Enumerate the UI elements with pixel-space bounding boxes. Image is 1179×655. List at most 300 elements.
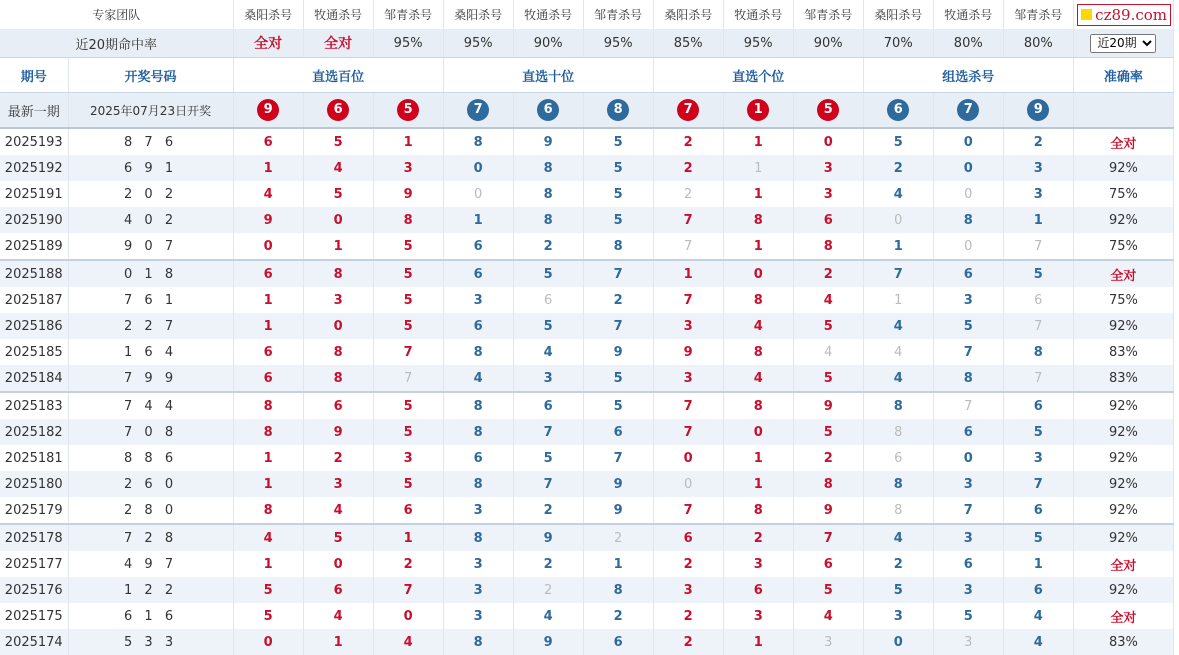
kill-number: 3 (933, 524, 1003, 551)
kill-number: 8 (723, 497, 793, 524)
expert-name: 邹青杀号 (793, 0, 863, 29)
period-number: 2025189 (0, 233, 68, 260)
kill-number: 5 (583, 392, 653, 419)
kill-number: 1 (723, 471, 793, 497)
kill-number: 2 (513, 577, 583, 603)
latest-draw-date: 2025年07月23日开奖 (68, 93, 233, 129)
kill-number: 8 (373, 207, 443, 233)
kill-number: 5 (583, 155, 653, 181)
kill-number: 4 (793, 603, 863, 629)
expert-name: 邹青杀号 (373, 0, 443, 29)
kill-number: 3 (653, 365, 723, 392)
accuracy-value: 92% (1073, 524, 1173, 551)
draw-number: 2 6 0 (68, 471, 233, 497)
draw-number: 2 0 2 (68, 181, 233, 207)
kill-number: 0 (723, 260, 793, 287)
latest-ball-cell (653, 93, 723, 129)
kill-number: 8 (513, 207, 583, 233)
kill-number: 2 (1003, 128, 1073, 155)
col-ge-header: 直选个位 (653, 58, 863, 93)
table-row (0, 365, 1174, 392)
accuracy-value: 92% (1073, 419, 1173, 445)
kill-number: 0 (443, 181, 513, 207)
accuracy-value: 92% (1073, 207, 1173, 233)
kill-number: 3 (1003, 445, 1073, 471)
kill-number: 0 (303, 551, 373, 577)
kill-number: 1 (723, 155, 793, 181)
kill-number: 0 (653, 471, 723, 497)
table-row (0, 419, 1174, 445)
kill-number: 8 (793, 233, 863, 260)
kill-number: 1 (863, 233, 933, 260)
accuracy-value: 92% (1073, 577, 1173, 603)
hit-rate-value: 95% (583, 29, 653, 58)
kill-number: 7 (653, 233, 723, 260)
kill-number: 7 (653, 287, 723, 313)
kill-number: 2 (793, 445, 863, 471)
kill-number: 9 (513, 629, 583, 655)
kill-number: 1 (653, 260, 723, 287)
kill-number: 7 (583, 313, 653, 339)
draw-number: 2 8 0 (68, 497, 233, 524)
kill-number: 6 (793, 207, 863, 233)
draw-number: 7 6 1 (68, 287, 233, 313)
period-select-cell (1073, 29, 1173, 58)
kill-number: 3 (373, 445, 443, 471)
kill-number: 8 (233, 392, 303, 419)
kill-number: 9 (513, 128, 583, 155)
kill-number: 8 (443, 128, 513, 155)
kill-number: 4 (1003, 629, 1073, 655)
kill-number: 0 (443, 155, 513, 181)
table-row (0, 287, 1174, 313)
table-row (0, 603, 1174, 629)
draw-number: 8 7 6 (68, 128, 233, 155)
prediction-ball: 7 (957, 99, 979, 121)
table-row (0, 471, 1174, 497)
kill-number: 8 (863, 419, 933, 445)
kill-number: 7 (373, 339, 443, 365)
kill-number: 3 (933, 629, 1003, 655)
kill-number: 5 (373, 392, 443, 419)
kill-number: 4 (233, 181, 303, 207)
table-row (0, 551, 1174, 577)
expert-name: 邹青杀号 (583, 0, 653, 29)
hit-rate-row (0, 29, 1174, 58)
kill-number: 5 (933, 313, 1003, 339)
kill-number: 5 (373, 233, 443, 260)
draw-number: 8 8 6 (68, 445, 233, 471)
accuracy-value: 83% (1073, 365, 1173, 392)
accuracy-value: 92% (1073, 445, 1173, 471)
kill-number: 6 (653, 524, 723, 551)
period-number: 2025192 (0, 155, 68, 181)
latest-ball-cell (933, 93, 1003, 129)
accuracy-value: 83% (1073, 629, 1173, 655)
latest-ball-cell (1003, 93, 1073, 129)
kill-number: 4 (513, 339, 583, 365)
accuracy-value: 75% (1073, 233, 1173, 260)
kill-number: 3 (793, 181, 863, 207)
accuracy-value: 92% (1073, 471, 1173, 497)
latest-label: 最新一期 (0, 93, 68, 129)
draw-number: 0 1 8 (68, 260, 233, 287)
kill-number: 0 (653, 445, 723, 471)
table-row (0, 445, 1174, 471)
kill-number: 4 (303, 603, 373, 629)
kill-number: 3 (443, 287, 513, 313)
draw-number: 7 4 4 (68, 392, 233, 419)
kill-number: 2 (653, 128, 723, 155)
kill-number: 9 (303, 419, 373, 445)
kill-number: 2 (653, 155, 723, 181)
kill-number: 1 (723, 445, 793, 471)
kill-number: 3 (443, 603, 513, 629)
kill-number: 8 (443, 524, 513, 551)
accuracy-value: 全对 (1073, 128, 1173, 155)
col-accuracy-header: 准确率 (1073, 58, 1173, 93)
kill-number: 3 (933, 471, 1003, 497)
expert-team-label: 专家团队 (0, 0, 233, 29)
latest-row (0, 93, 1174, 129)
kill-number: 0 (933, 445, 1003, 471)
kill-number: 9 (513, 524, 583, 551)
period-number: 2025187 (0, 287, 68, 313)
kill-number: 1 (723, 128, 793, 155)
kill-number: 6 (933, 419, 1003, 445)
kill-number: 2 (793, 260, 863, 287)
kill-number: 6 (723, 577, 793, 603)
kill-number: 5 (373, 419, 443, 445)
kill-number: 8 (1003, 339, 1073, 365)
kill-number: 0 (303, 313, 373, 339)
kill-number: 1 (1003, 551, 1073, 577)
kill-number: 6 (1003, 392, 1073, 419)
kill-number: 5 (303, 128, 373, 155)
kill-number: 4 (863, 181, 933, 207)
kill-number: 9 (583, 471, 653, 497)
col-bai-header: 直选百位 (233, 58, 443, 93)
kill-number: 0 (933, 155, 1003, 181)
kill-number: 0 (933, 181, 1003, 207)
period-number: 2025191 (0, 181, 68, 207)
kill-number: 3 (443, 497, 513, 524)
kill-number: 1 (1003, 207, 1073, 233)
kill-number: 3 (653, 313, 723, 339)
kill-number: 5 (303, 524, 373, 551)
kill-number: 4 (303, 497, 373, 524)
kill-number: 3 (303, 287, 373, 313)
kill-number: 1 (233, 155, 303, 181)
kill-number: 7 (583, 445, 653, 471)
kill-number: 7 (583, 260, 653, 287)
kill-number: 9 (373, 181, 443, 207)
draw-number: 7 0 8 (68, 419, 233, 445)
kill-number: 2 (653, 551, 723, 577)
kill-number: 3 (443, 551, 513, 577)
kill-number: 8 (583, 577, 653, 603)
table-row (0, 524, 1174, 551)
kill-number: 4 (373, 629, 443, 655)
kill-number: 6 (513, 287, 583, 313)
draw-number: 7 2 8 (68, 524, 233, 551)
kill-number: 0 (793, 128, 863, 155)
logo-cell (1073, 0, 1173, 29)
kill-number: 5 (1003, 524, 1073, 551)
kill-number: 1 (373, 128, 443, 155)
kill-number: 8 (723, 207, 793, 233)
kill-number: 5 (373, 471, 443, 497)
kill-number: 0 (933, 233, 1003, 260)
period-number: 2025178 (0, 524, 68, 551)
kill-number: 6 (443, 313, 513, 339)
col-period-header: 期号 (0, 58, 68, 93)
kill-number: 8 (723, 287, 793, 313)
expert-name: 牧通杀号 (303, 0, 373, 29)
kill-number: 4 (443, 365, 513, 392)
col-group-header: 组选杀号 (863, 58, 1073, 93)
kill-number: 7 (793, 524, 863, 551)
accuracy-value: 全对 (1073, 551, 1173, 577)
kill-number: 3 (513, 365, 583, 392)
kill-number: 1 (233, 445, 303, 471)
kill-number: 5 (373, 313, 443, 339)
prediction-ball: 5 (817, 99, 839, 121)
kill-number: 2 (513, 233, 583, 260)
kill-number: 2 (863, 155, 933, 181)
kill-number: 8 (443, 392, 513, 419)
kill-number: 7 (1003, 471, 1073, 497)
kill-number: 5 (583, 128, 653, 155)
kill-number: 5 (233, 603, 303, 629)
kill-number: 4 (723, 313, 793, 339)
kill-number: 6 (1003, 497, 1073, 524)
expert-name: 牧通杀号 (723, 0, 793, 29)
draw-number: 6 1 6 (68, 603, 233, 629)
kill-number: 6 (863, 445, 933, 471)
draw-number: 9 0 7 (68, 233, 233, 260)
kill-number: 8 (233, 497, 303, 524)
period-number: 2025181 (0, 445, 68, 471)
expert-name: 牧通杀号 (513, 0, 583, 29)
kill-number: 0 (723, 419, 793, 445)
kill-number: 3 (723, 551, 793, 577)
col-shi-header: 直选十位 (443, 58, 653, 93)
accuracy-value: 92% (1073, 155, 1173, 181)
col-draw-header: 开奖号码 (68, 58, 233, 93)
kill-number: 8 (583, 233, 653, 260)
column-header-row (0, 58, 1174, 93)
kill-number: 5 (583, 365, 653, 392)
period-number: 2025188 (0, 260, 68, 287)
hit-rate-value: 95% (723, 29, 793, 58)
prediction-ball: 6 (537, 99, 559, 121)
kill-number: 5 (303, 181, 373, 207)
kill-number: 7 (653, 392, 723, 419)
prediction-ball: 7 (677, 99, 699, 121)
kill-number: 1 (303, 233, 373, 260)
kill-number: 0 (933, 128, 1003, 155)
hit-rate-value: 95% (373, 29, 443, 58)
kill-number: 1 (233, 287, 303, 313)
kill-number: 9 (793, 392, 863, 419)
table-row (0, 629, 1174, 655)
accuracy-value: 全对 (1073, 260, 1173, 287)
kill-number: 3 (933, 287, 1003, 313)
period-range-select[interactable] (1090, 34, 1156, 53)
latest-ball-cell (443, 93, 513, 129)
kill-number: 5 (933, 603, 1003, 629)
kill-number: 3 (793, 629, 863, 655)
expert-name: 桑阳杀号 (233, 0, 303, 29)
kill-number: 4 (863, 313, 933, 339)
kill-number: 5 (513, 445, 583, 471)
expert-name: 桑阳杀号 (443, 0, 513, 29)
kill-number: 4 (233, 524, 303, 551)
expert-name: 牧通杀号 (933, 0, 1003, 29)
kill-number: 7 (933, 497, 1003, 524)
kill-number: 2 (653, 629, 723, 655)
kill-number: 7 (653, 419, 723, 445)
kill-number: 8 (443, 339, 513, 365)
expert-name: 桑阳杀号 (653, 0, 723, 29)
latest-ball-cell (863, 93, 933, 129)
kill-number: 0 (303, 207, 373, 233)
accuracy-value: 75% (1073, 181, 1173, 207)
latest-ball-cell (373, 93, 443, 129)
kill-number: 6 (233, 260, 303, 287)
kill-number: 2 (373, 551, 443, 577)
period-number: 2025186 (0, 313, 68, 339)
kill-number: 1 (373, 524, 443, 551)
kill-number: 5 (1003, 260, 1073, 287)
draw-number: 2 2 7 (68, 313, 233, 339)
kill-number: 9 (233, 207, 303, 233)
kill-number: 2 (513, 551, 583, 577)
kill-number: 0 (863, 207, 933, 233)
prediction-ball: 1 (747, 99, 769, 121)
kill-number: 8 (863, 497, 933, 524)
period-number: 2025180 (0, 471, 68, 497)
kill-number: 5 (373, 287, 443, 313)
table-row (0, 339, 1174, 365)
kill-number: 6 (443, 260, 513, 287)
table-row (0, 313, 1174, 339)
kill-number: 8 (933, 365, 1003, 392)
kill-number: 3 (793, 155, 863, 181)
kill-number: 8 (723, 339, 793, 365)
latest-ball-cell (583, 93, 653, 129)
kill-number: 0 (373, 603, 443, 629)
kill-number: 7 (653, 207, 723, 233)
period-number: 2025176 (0, 577, 68, 603)
kill-number: 9 (583, 339, 653, 365)
prediction-ball: 6 (327, 99, 349, 121)
kill-number: 8 (513, 155, 583, 181)
draw-number: 7 9 9 (68, 365, 233, 392)
kill-number: 4 (1003, 603, 1073, 629)
kill-number: 5 (233, 577, 303, 603)
accuracy-value: 92% (1073, 497, 1173, 524)
period-number: 2025185 (0, 339, 68, 365)
kill-number: 2 (653, 181, 723, 207)
prediction-ball: 9 (257, 99, 279, 121)
period-number: 2025182 (0, 419, 68, 445)
kill-number: 8 (863, 471, 933, 497)
kill-number: 5 (583, 181, 653, 207)
hit-rate-value: 85% (653, 29, 723, 58)
kill-number: 4 (793, 339, 863, 365)
kill-number: 6 (443, 445, 513, 471)
hit-rate-value: 全对 (303, 29, 373, 58)
kill-number: 1 (723, 629, 793, 655)
kill-number: 4 (303, 155, 373, 181)
kill-number: 2 (723, 524, 793, 551)
kill-number: 6 (1003, 577, 1073, 603)
kill-number: 1 (233, 551, 303, 577)
kill-number: 7 (513, 419, 583, 445)
kill-number: 6 (303, 392, 373, 419)
kill-number: 4 (723, 365, 793, 392)
kill-number: 2 (583, 524, 653, 551)
kill-number: 4 (863, 339, 933, 365)
table-row (0, 497, 1174, 524)
kill-number: 3 (303, 471, 373, 497)
kill-number: 5 (583, 207, 653, 233)
kill-number: 7 (513, 471, 583, 497)
kill-number: 3 (1003, 155, 1073, 181)
accuracy-value: 全对 (1073, 603, 1173, 629)
kill-number: 6 (443, 233, 513, 260)
site-logo[interactable] (1077, 4, 1171, 26)
period-number: 2025175 (0, 603, 68, 629)
kill-number: 6 (583, 629, 653, 655)
kill-number: 1 (863, 287, 933, 313)
kill-number: 1 (233, 471, 303, 497)
kill-number: 7 (653, 497, 723, 524)
kill-number: 3 (373, 155, 443, 181)
draw-number: 1 6 4 (68, 339, 233, 365)
table-row (0, 207, 1174, 233)
table-row (0, 577, 1174, 603)
kill-number: 5 (373, 260, 443, 287)
kill-number: 6 (513, 392, 583, 419)
kill-number: 8 (933, 207, 1003, 233)
hit-rate-value: 95% (443, 29, 513, 58)
kill-number: 5 (1003, 419, 1073, 445)
kill-number: 7 (863, 260, 933, 287)
accuracy-value: 92% (1073, 392, 1173, 419)
hit-rate-label: 近20期命中率 (0, 29, 233, 58)
hit-rate-value: 70% (863, 29, 933, 58)
prediction-ball: 9 (1027, 99, 1049, 121)
expert-name: 邹青杀号 (1003, 0, 1073, 29)
logo-square-icon (1081, 9, 1092, 20)
period-number: 2025183 (0, 392, 68, 419)
hit-rate-value: 80% (1003, 29, 1073, 58)
expert-name: 桑阳杀号 (863, 0, 933, 29)
period-number: 2025184 (0, 365, 68, 392)
kill-number: 8 (303, 365, 373, 392)
kill-number: 1 (723, 181, 793, 207)
draw-number: 5 3 3 (68, 629, 233, 655)
kill-number: 3 (443, 577, 513, 603)
logo-text: cz89.com (1095, 5, 1167, 24)
kill-number: 7 (933, 339, 1003, 365)
latest-ball-cell (233, 93, 303, 129)
kill-number: 9 (583, 497, 653, 524)
prediction-ball: 8 (607, 99, 629, 121)
